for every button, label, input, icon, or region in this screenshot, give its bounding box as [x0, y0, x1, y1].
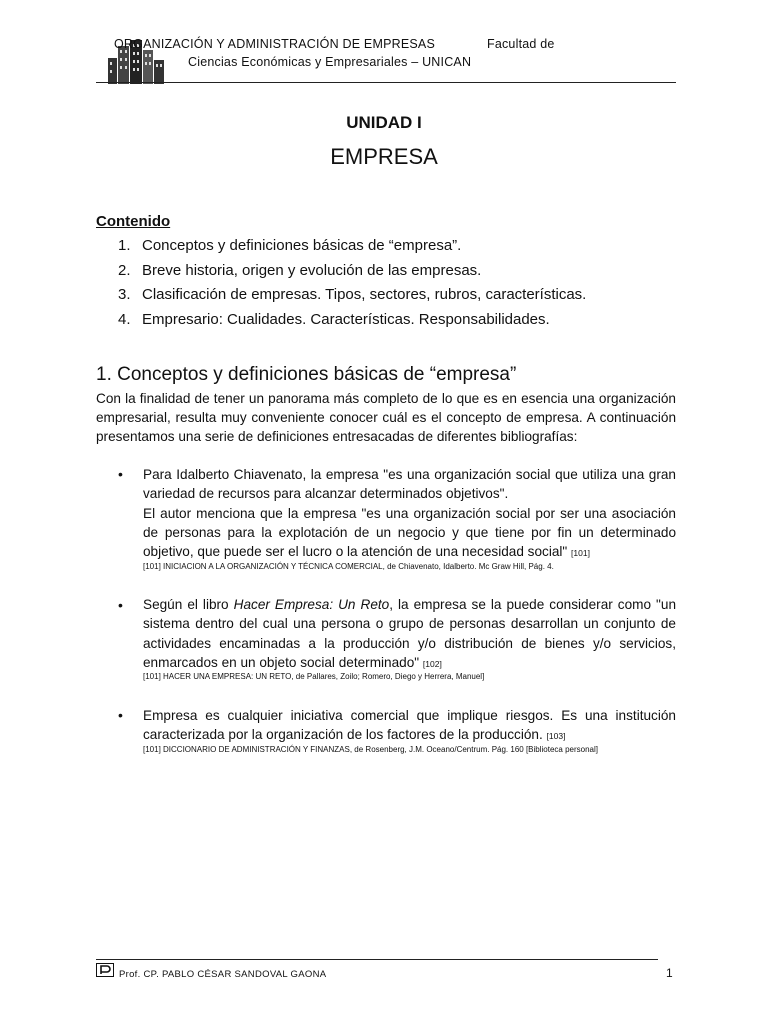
reference-note: [101] INICIACION A LA ORGANIZACIÓN Y TÉCNICA COMERCIAL, de Chiavenato, Idalberto. Mc Graw Hill, Pág. 4. [143, 562, 554, 571]
definition-text: Empresa es cualquier iniciativa comercial que implique riesgos. Es una institución caracterizada por la organización de los factores de la producción. [143, 708, 676, 743]
citation-marker: [103] [546, 731, 566, 742]
section-heading: 1. Conceptos y definiciones básicas de “empresa” [96, 364, 517, 385]
bullet-marker: • [118, 466, 123, 482]
footer-divider [96, 959, 658, 960]
contents-item-number: 3. [118, 286, 131, 303]
reference-note: [101] DICCIONARIO DE ADMINISTRACIÓN Y FINANZAS, de Rosenberg, J.M. Oceano/Centrum. Pág. 160 [Biblioteca personal] [143, 745, 598, 754]
citation-marker: [101] [571, 548, 590, 559]
citation-marker: [102] [422, 658, 442, 669]
definition-quote: El autor menciona que la empresa "es una organización social por ser una asociación de personas para la explotación de un negocio y que tiene por fin un determinado objetivo, que puede ser el lucro o la atención de una necesidad social" [143, 505, 676, 560]
definition-diccionario [143, 706, 676, 747]
contents-item-number: 4. [118, 310, 131, 328]
definition-text [143, 504, 676, 564]
contents-heading: Contenido [96, 213, 171, 230]
header-faculty-label: Facultad de [487, 37, 555, 51]
definition-chiavenato [143, 465, 676, 563]
contents-item-number: 1. [118, 237, 131, 254]
footer-author: Prof. CP. PABLO CÉSAR SANDOVAL GAONA [119, 969, 327, 980]
header-faculty-name: Ciencias Económicas y Empresariales – UNICAN [188, 55, 472, 69]
contents-item-text: Conceptos y definiciones básicas de “empresa”. [142, 237, 462, 254]
intro-paragraph: Con la finalidad de tener un panorama más completo de lo que es en esencia una organización empresarial, resulta muy conveniente conocer cuál es el concepto de empresa. A continuación presentamos una serie de definiciones entresacadas de diferentes bibliografías: [96, 391, 676, 444]
definition-text: , la empresa se la puede considerar como "un sistema dentro del cual una persona o grupo de personas desarrollan un conjunto de actividades encaminadas a la producción y/o distribución de bienes y/o servicios, enmarcados en un objeto social determinado" [143, 597, 677, 670]
definition-hacer-empresa [143, 595, 676, 674]
header-course-name: ORGANIZACIÓN Y ADMINISTRACIÓN DE EMPRESAS [114, 37, 435, 51]
page-title: EMPRESA [330, 144, 438, 169]
unit-title: UNIDAD I [346, 113, 422, 132]
header-course-title [114, 37, 555, 51]
contents-item-text: Breve historia, origen y evolución de las empresas. [142, 261, 482, 279]
bullet-marker: • [118, 597, 123, 613]
contents-item-text: Clasificación de empresas. Tipos, sectores, rubros, características. [142, 286, 587, 303]
contents-item-text: Empresario: Cualidades. Características. Responsabilidades. [142, 310, 550, 328]
contents-list [118, 235, 586, 333]
header-divider [96, 82, 676, 83]
definition-text: Para Idalberto Chiavenato, la empresa "es una organización social que utiliza una gran variedad de recursos para alcanzar determinados objetivos". [143, 467, 676, 502]
page-number: 1 [666, 966, 673, 980]
contents-item [118, 309, 586, 334]
contents-item-number: 2. [118, 261, 131, 279]
definition-text: Según el libro [143, 597, 234, 612]
author-monogram-logo-icon [96, 963, 114, 977]
contents-item [118, 260, 586, 285]
book-title: Hacer Empresa: Un Reto [233, 597, 390, 612]
contents-item [118, 284, 586, 309]
bullet-marker: • [118, 707, 123, 723]
contents-item [118, 235, 586, 260]
reference-note: [101] HACER UNA EMPRESA: UN RETO, de Pallares, Zoilo; Romero, Diego y Herrera, Manuel] [143, 672, 485, 681]
